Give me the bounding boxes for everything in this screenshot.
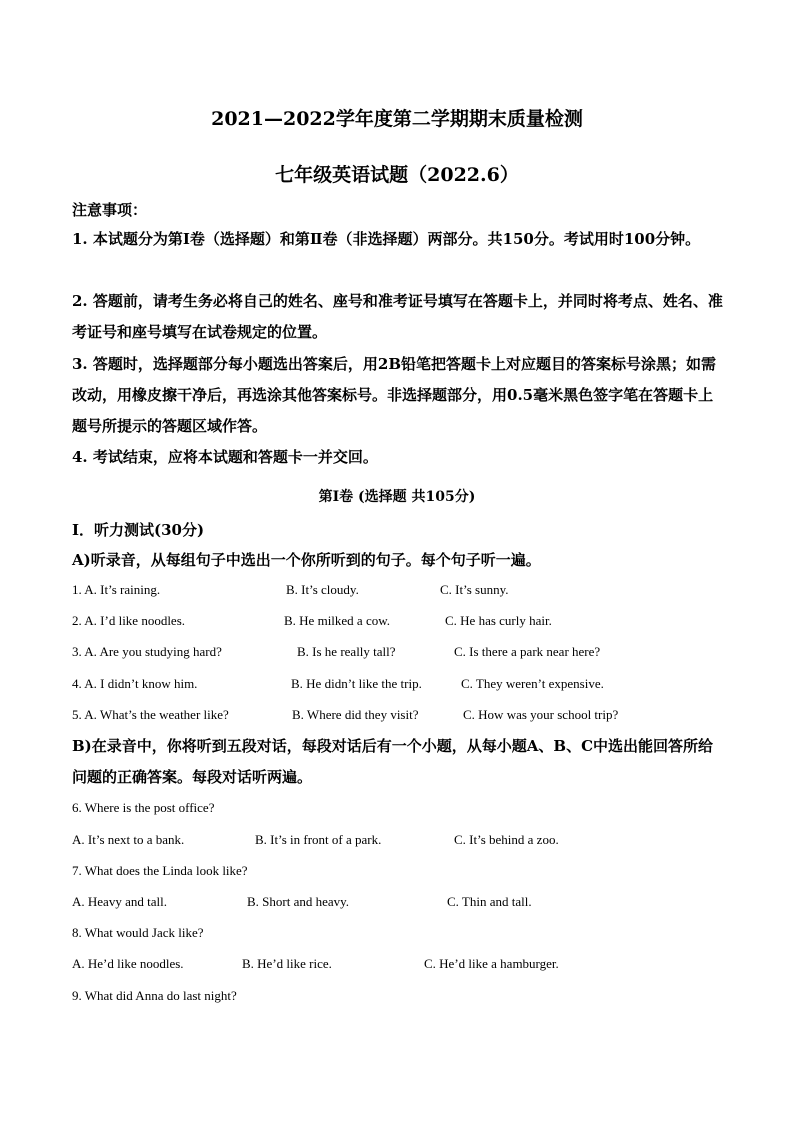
q7-option-b: B. Short and heavy. <box>247 894 350 909</box>
part-heading: I．听力测试(30分) <box>72 521 205 539</box>
q4-option-c: C. They weren’t expensive. <box>461 676 604 691</box>
note-item: 2. 答题前，请考生务必将自己的姓名、座号和准考证号填写在答题卡上，并同时将考点、姓名、准考证号和座号填写在试卷规定的位置。 <box>72 292 723 341</box>
part-b-instruction: B)在录音中，你将听到五段对话，每段对话后有一个小题，从每小题A、B、C中选出能回答所给问题的正确答案。每段对话听两遍。 <box>72 737 714 786</box>
part-a-instruction: A)听录音，从每组句子中选出一个你所听到的句子。每个句子听一遍。 <box>72 551 541 569</box>
q3-option-a: 3. A. Are you studying hard? <box>72 644 222 659</box>
notes-heading: 注意事项： <box>72 201 148 219</box>
q8-question: 8. What would Jack like? <box>72 925 204 940</box>
q6-question: 6. Where is the post office? <box>72 800 215 815</box>
q2-option-a: 2. A. I’d like noodles. <box>72 613 186 628</box>
q2-option-b: B. He milked a cow. <box>284 613 391 628</box>
q1-option-b: B. It’s cloudy. <box>286 582 359 597</box>
q3-option-b: B. Is he really tall? <box>297 644 396 659</box>
q7-option-c: C. Thin and tall. <box>447 894 532 909</box>
q6-option-a: A. It’s next to a bank. <box>72 832 185 847</box>
note-item: 4. 考试结束，应将本试题和答题卡一并交回。 <box>72 448 378 466</box>
note-item: 3. 答题时，选择题部分每小题选出答案后，用2B铅笔把答题卡上对应题目的答案标号涂黑；如需改动，用橡皮擦干净后，再选涂其他答案标号。非选择题部分，用0.5毫米黑色签字笔在答题卡上题号所提示的答题区域作答。 <box>72 355 717 435</box>
q8-option-b: B. He’d like rice. <box>242 956 332 971</box>
q4-option-b: B. He didn’t like the trip. <box>291 676 422 691</box>
q1-option-c: C. It’s sunny. <box>440 582 509 597</box>
q3-option-c: C. Is there a park near here? <box>454 644 601 659</box>
q8-option-a: A. He’d like noodles. <box>72 956 184 971</box>
q7-question: 7. What does the Linda look like? <box>72 863 248 878</box>
q1-option-a: 1. A. It’s raining. <box>72 582 161 597</box>
q9-question: 9. What did Anna do last night? <box>72 988 237 1003</box>
q5-option-c: C. How was your school trip? <box>463 707 619 722</box>
q7-option-a: A. Heavy and tall. <box>72 894 167 909</box>
section-heading: 第Ⅰ卷 (选择题 共105分) <box>318 489 476 505</box>
q2-option-c: C. He has curly hair. <box>445 613 552 628</box>
q8-option-c: C. He’d like a hamburger. <box>424 956 559 971</box>
note-item: 1. 本试题分为第Ⅰ卷（选择题）和第Ⅱ卷（非选择题）两部分。共150分。考试用时100分钟。 <box>72 230 701 248</box>
q5-option-b: B. Where did they visit? <box>292 707 419 722</box>
q4-option-a: 4. A. I didn’t know him. <box>72 676 198 691</box>
q6-option-c: C. It’s behind a zoo. <box>454 832 559 847</box>
exam-title: 2021—2022学年度第二学期期末质量检测 <box>211 108 583 130</box>
q6-option-b: B. It’s in front of a park. <box>255 832 382 847</box>
exam-subtitle: 七年级英语试题（2022.6） <box>275 164 519 186</box>
q5-option-a: 5. A. What’s the weather like? <box>72 707 229 722</box>
